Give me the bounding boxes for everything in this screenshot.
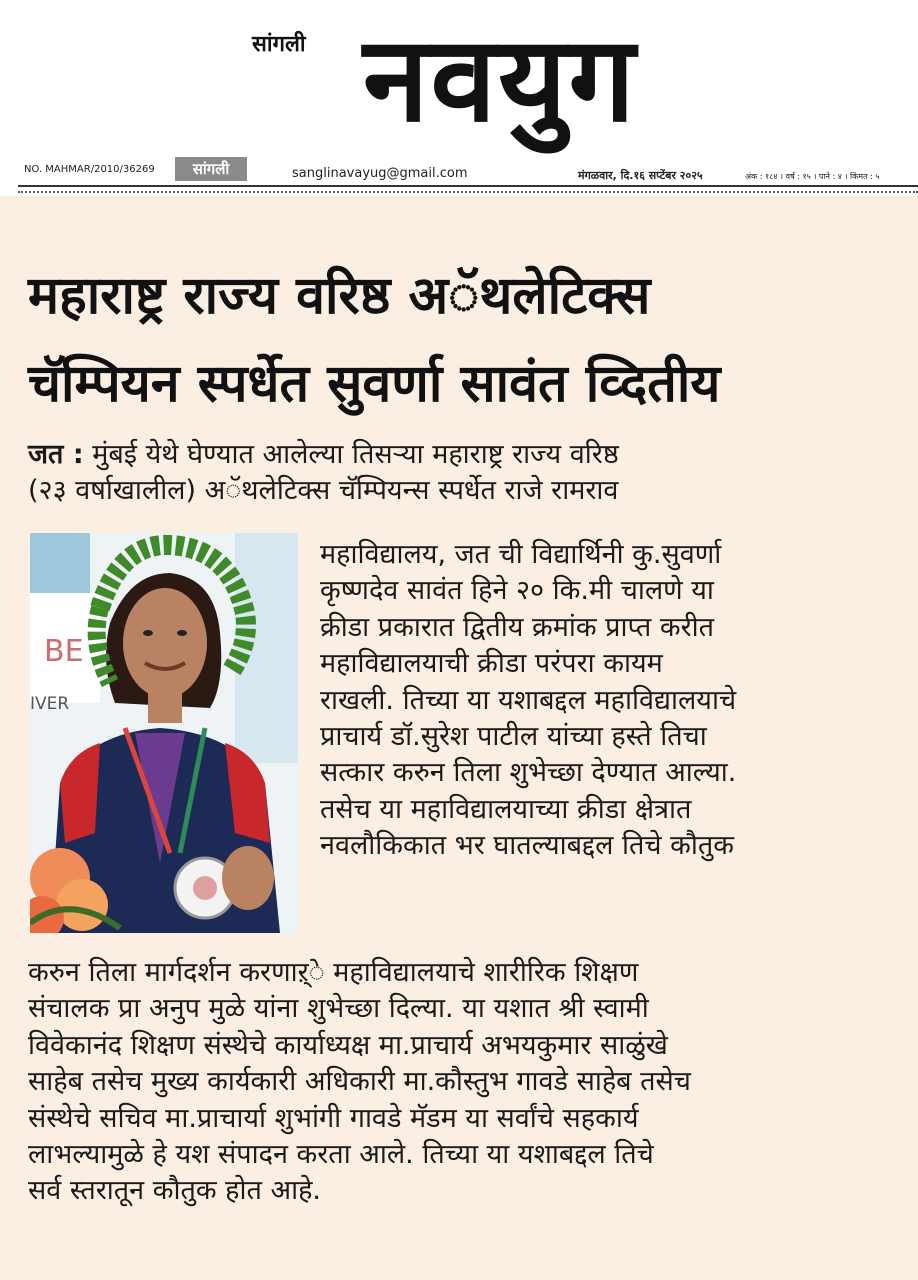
body-line: महाविद्यालयाची क्रीडा परंपरा कायम bbox=[320, 648, 663, 680]
masthead-rule bbox=[18, 185, 918, 187]
dateline: जत : bbox=[28, 439, 84, 470]
body-line: तसेच या महाविद्यालयाच्या क्रीडा क्षेत्रात bbox=[320, 793, 692, 825]
article-headline bbox=[28, 252, 908, 428]
body-line: साहेब तसेच मुख्य कार्यकारी अधिकारी मा.कौस्तुभ गावडे साहेब तसेच bbox=[28, 1066, 691, 1098]
registration-number: NO. MAHMAR/2010/36269 bbox=[24, 164, 155, 175]
article-body-full bbox=[28, 955, 898, 1210]
body-line: महाविद्यालय, जत ची विद्यार्थिनी कु.सुवर्णा bbox=[320, 539, 722, 570]
masthead bbox=[0, 0, 918, 200]
athlete-photo-illustration bbox=[30, 533, 298, 933]
body-line: संस्थेचे सचिव मा.प्राचार्या शुभांगी गावडे मॅडम या सर्वांचे सहकार्य bbox=[28, 1102, 639, 1134]
body-line: प्राचार्य डॉ.सुरेश पाटील यांच्या हस्ते तिचा bbox=[320, 720, 707, 752]
lead-text: मुंबई येथे घेण्यात आलेल्या तिसऱ्या महाराष्ट्र राज्य वरिष्ठ bbox=[83, 439, 619, 470]
lead-line-1 bbox=[28, 437, 898, 473]
newspaper-name: नवयुग bbox=[363, 10, 637, 148]
article-lead bbox=[28, 437, 898, 510]
issue-info: अंक : १८४ । वर्ष : १५ । पाने : ४ । किंमत : ५ bbox=[745, 172, 880, 181]
body-line: राखली. तिच्या या यशाबद्दल महाविद्यालयाचे bbox=[320, 684, 737, 716]
lead-line-2: (२३ वर्षाखालील) अॅथलेटिक्स चॅम्पियन्स स्पर्धेत राजे रामराव bbox=[28, 475, 619, 507]
body-line: क्रीडा प्रकारात द्वितीय क्रमांक प्राप्त करीत bbox=[320, 611, 714, 643]
banner-text: IVER bbox=[30, 694, 70, 714]
body-line: लाभल्यामुळे हे यश संपादन करता आले. तिच्या या यशाबद्दल तिचे bbox=[28, 1138, 654, 1170]
banner-text: BE bbox=[44, 634, 84, 669]
issue-date: मंगळवार, दि.१६ सप्टेंबर २०२५ bbox=[578, 169, 703, 182]
body-line: संचालक प्रा अनुप मुळे यांना शुभेच्छा दिल्या. या यशात श्री स्वामी bbox=[28, 993, 649, 1025]
email-address: sanglinavayug@gmail.com bbox=[292, 166, 468, 181]
headline-line: चॅम्पियन स्पर्धेत सुवर्णा सावंत व्दितीय bbox=[28, 354, 721, 414]
article-body-wrapped bbox=[320, 537, 900, 865]
body-line: नवलौकिकात भर घातल्याबद्दल तिचे कौतुक bbox=[320, 830, 735, 862]
body-line: कृष्णदेव सावंत हिने २० कि.मी चालणे या bbox=[320, 575, 714, 607]
body-line: करुन तिला मार्गदर्शन करणाऱ्े महाविद्यालयाचे शारीरिक शिक्षण bbox=[28, 957, 639, 988]
headline-line: महाराष्ट्र राज्य वरिष्ठ अॅथलेटिक्स bbox=[28, 266, 651, 326]
athlete-photo bbox=[30, 533, 298, 933]
body-line: सर्व स्तरातून कौतुक होत आहे. bbox=[28, 1175, 321, 1207]
city-badge: सांगली bbox=[175, 157, 247, 181]
body-line: विवेकानंद शिक्षण संस्थेचे कार्याध्यक्ष मा.प्राचार्य अभयकुमार साळुंखे bbox=[28, 1029, 668, 1061]
masthead-dotted-rule bbox=[18, 191, 918, 193]
body-line: सत्कार करुन तिला शुभेच्छा देण्यात आल्या. bbox=[320, 757, 737, 789]
masthead-city-small: सांगली bbox=[252, 32, 306, 57]
